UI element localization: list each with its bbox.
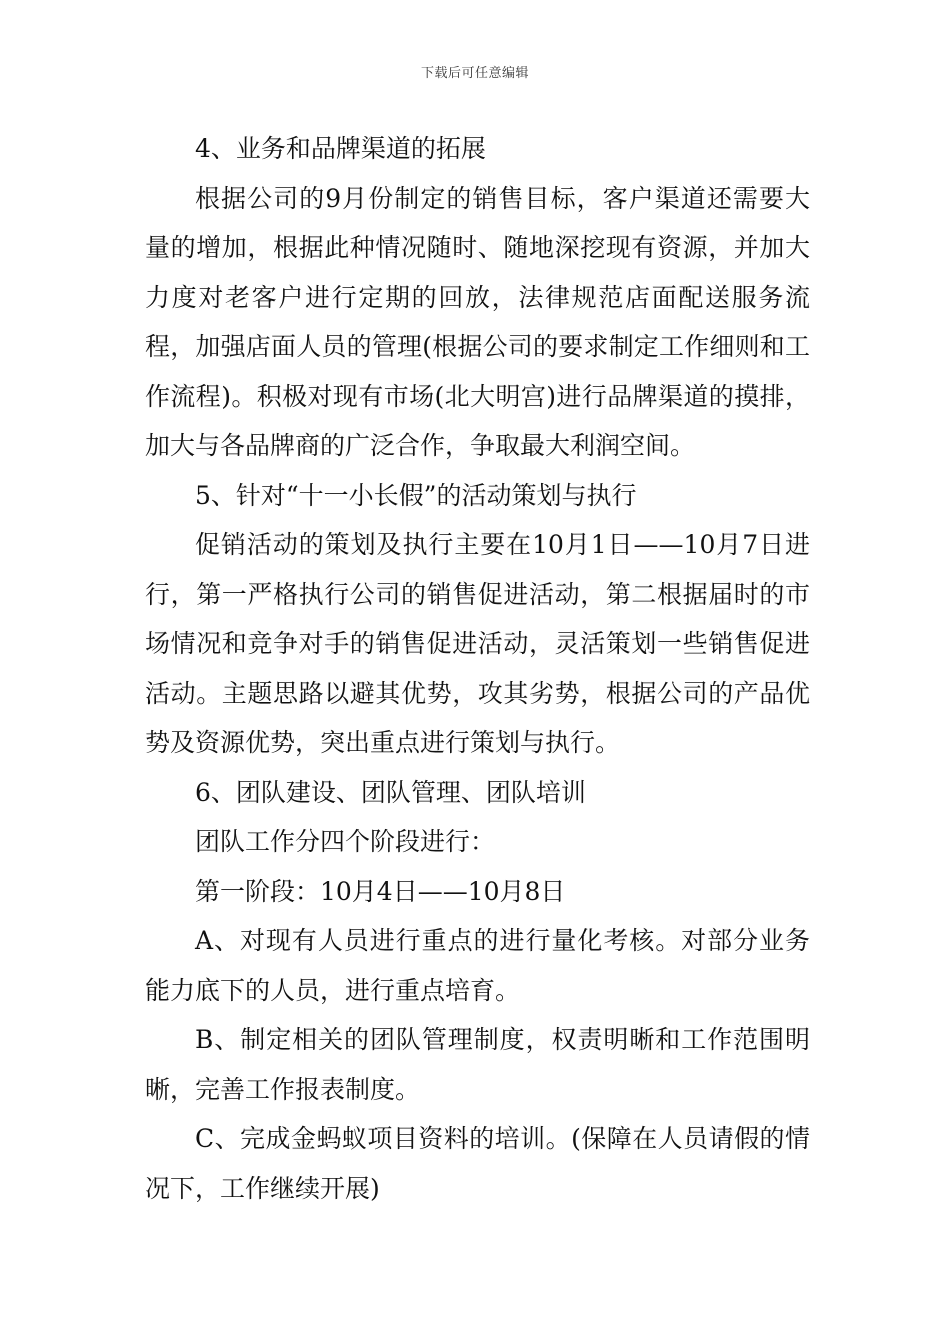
section-heading-6: 6、团队建设、团队管理、团队培训 xyxy=(195,777,586,807)
paragraph-stage-one: 第一阶段：10月4日——10月8日 xyxy=(195,876,566,906)
document-body xyxy=(145,124,810,1213)
list-item-c: C、完成金蚂蚁项目资料的培训。(保障在人员请假的情况下，工作继续开展) xyxy=(145,1124,810,1203)
paragraph-team-stages: 团队工作分四个阶段进行： xyxy=(195,827,496,856)
page-header-note: 下载后可任意编辑 xyxy=(420,66,529,81)
list-item-b: B、制定相关的团队管理制度，权责明晰和工作范围明晰，完善工作报表制度。 xyxy=(145,1025,810,1104)
section-heading-5: 5、针对“十一小长假”的活动策划与执行 xyxy=(195,480,637,510)
paragraph-channel-expansion: 根据公司的9月份制定的销售目标，客户渠道还需要大量的增加，根据此种情况随时、随地深挖现有资源，并加大力度对老客户进行定期的回放，法律规范店面配送服务流程，加强店面人员的管理(根据公司的要求制定工作细则和工作流程)。积极对现有市场(北大明宫)进行品牌渠道的摸排，加大与各品牌商的广泛合作，争取最大利润空间。 xyxy=(145,183,810,460)
section-heading-4: 4、业务和品牌渠道的拓展 xyxy=(195,134,486,163)
paragraph-promotion-plan: 促销活动的策划及执行主要在10月1日——10月7日进行，第一严格执行公司的销售促进活动，第二根据届时的市场情况和竞争对手的销售促进活动，灵活策划一些销售促进活动。主题思路以避其优势，攻其劣势，根据公司的产品优势及资源优势，突出重点进行策划与执行。 xyxy=(145,530,810,757)
list-item-a: A、对现有人员进行重点的进行量化考核。对部分业务能力底下的人员，进行重点培育。 xyxy=(145,926,810,1005)
